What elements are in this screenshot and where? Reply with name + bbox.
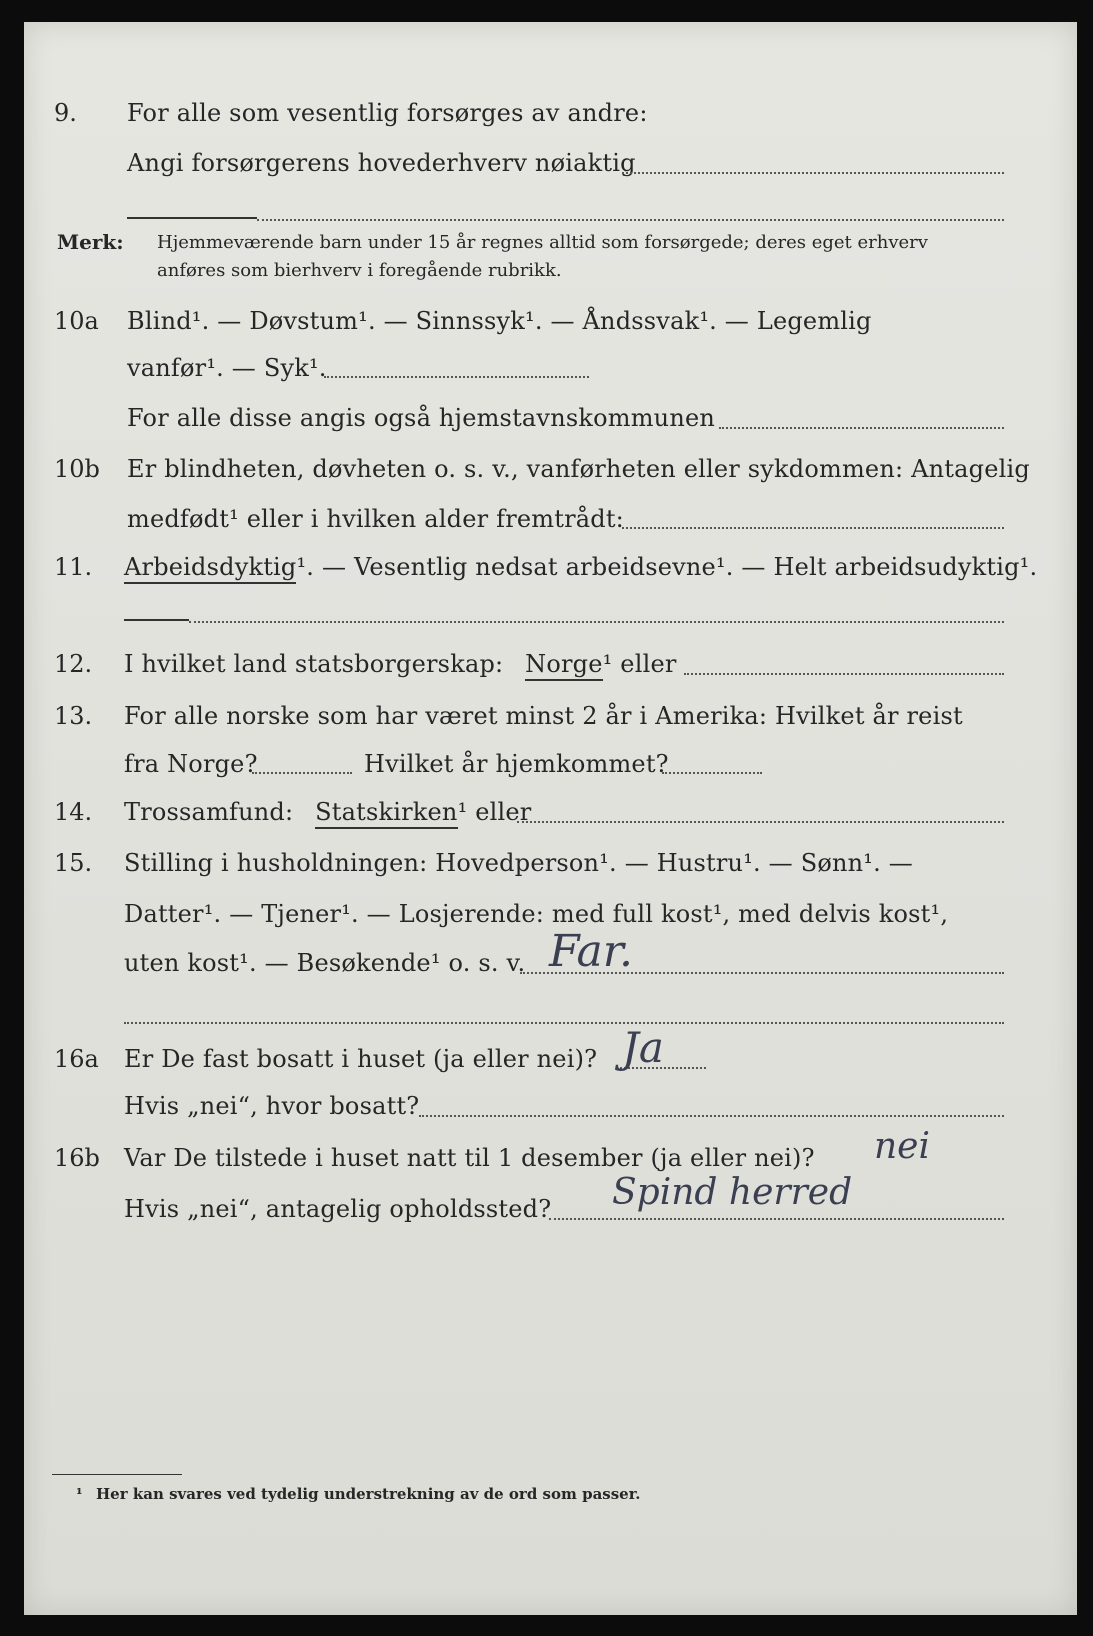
q9-number: 9. [54,99,77,127]
q12-text: I hvilket land statsborgerskap: [124,650,504,678]
q10a-kommune-field[interactable] [719,427,1004,429]
q13-line2a: fra Norge? [124,750,258,778]
q13-reist-field[interactable] [252,772,352,774]
q16a-number: 16a [54,1045,99,1073]
q10a-line3: For alle disse angis også hjemstavnskommunen [127,404,716,432]
q9-rule [127,217,257,219]
q9-extra-line[interactable] [257,219,1004,221]
q13-line1: For alle norske som har været minst 2 år i Amerika: Hvilket år reist [124,702,963,730]
q13-number: 13. [54,702,93,730]
q12-other-field[interactable] [684,673,1004,675]
q16b-number: 16b [54,1144,100,1172]
q9-line2: Angi forsørgerens hovederhverv nøiaktig [127,149,636,177]
footnote-text: Her kan svares ved tydelig understrekning av de ord som passer. [96,1485,641,1503]
q15-line2: Datter¹. — Tjener¹. — Losjerende: med full kost¹, med delvis kost¹, [124,900,949,928]
q12-line [124,649,677,679]
q10a-syk-field[interactable] [324,376,589,378]
q14-text: Trossamfund: [124,798,294,826]
q11-number: 11. [54,553,93,581]
q10b-line1: Er blindheten, døvheten o. s. v., vanførheten eller sykdommen: Antagelig [127,455,1030,483]
q14-other-field[interactable] [517,821,1004,823]
merk-line2: anføres som bierhverv i foregående rubrikk. [157,260,562,281]
q10b-alder-field[interactable] [622,527,1004,529]
q15-line3: uten kost¹. — Besøkende¹ o. s. v. [124,949,526,977]
q16b-opholdssted-field[interactable] [549,1218,1004,1220]
q9-line1: For alle som vesentlig forsørges av andre: [127,99,648,127]
footnote-mark: ¹ [76,1485,83,1503]
q15-handwritten-answer: Far. [549,926,633,977]
q13-line2b: Hvilket år hjemkommet? [364,750,669,778]
q16b-line2: Hvis „nei“, antagelig opholdssted? [124,1195,552,1223]
q14-number: 14. [54,798,93,826]
q12-after: ¹ eller [602,650,677,678]
q15-extra-line[interactable] [124,1022,1004,1024]
q10b-line2: medfødt¹ eller i hvilken alder fremtrådt: [127,505,624,533]
q11-line [124,552,1037,582]
q16b-line1: Var De tilstede i huset natt til 1 desember (ja eller nei)? [124,1144,815,1172]
q10a-number: 10a [54,307,99,335]
q10a-line1: Blind¹. — Døvstum¹. — Sinnssyk¹. — Åndssvak¹. — Legemlig [127,307,872,335]
q14-after: ¹ eller [457,798,532,826]
footnote-rule [52,1474,182,1475]
q10b-number: 10b [54,455,100,483]
q13-hjemkommet-field[interactable] [662,772,762,774]
q12-selected-option[interactable]: Norge [525,650,603,681]
q15-line1: Stilling i husholdningen: Hovedperson¹. — Hustru¹. — Sønn¹. — [124,849,913,877]
q15-number: 15. [54,849,93,877]
q16a-line1: Er De fast bosatt i huset (ja eller nei)? [124,1045,598,1073]
q16a-line2: Hvis „nei“, hvor bosatt? [124,1092,420,1120]
q11-selected-option[interactable]: Arbeidsdyktig [124,553,296,584]
q9-answer-field[interactable] [622,172,1004,174]
q12-number: 12. [54,650,93,678]
q14-line [124,797,531,827]
q16a-bosatt-field[interactable] [419,1115,1004,1117]
q14-selected-option[interactable]: Statskirken [315,798,457,829]
q16b-handwritten-answer2: Spind herred [612,1172,853,1213]
q11-rule [124,619,189,621]
q11-extra-line[interactable] [189,621,1004,623]
q16a-handwritten-answer: Ja [622,1023,664,1072]
merk-line1: Hjemmeværende barn under 15 år regnes alltid som forsørgede; deres eget erhverv [157,232,928,253]
q10a-line2: vanfør¹. — Syk¹. [127,354,327,382]
q11-rest: ¹. — Vesentlig nedsat arbeidsevne¹. — Helt arbeidsudyktig¹. [296,553,1038,581]
q16b-handwritten-answer1: nei [874,1126,931,1167]
merk-label: Merk: [57,230,124,254]
form-page [24,22,1077,1615]
